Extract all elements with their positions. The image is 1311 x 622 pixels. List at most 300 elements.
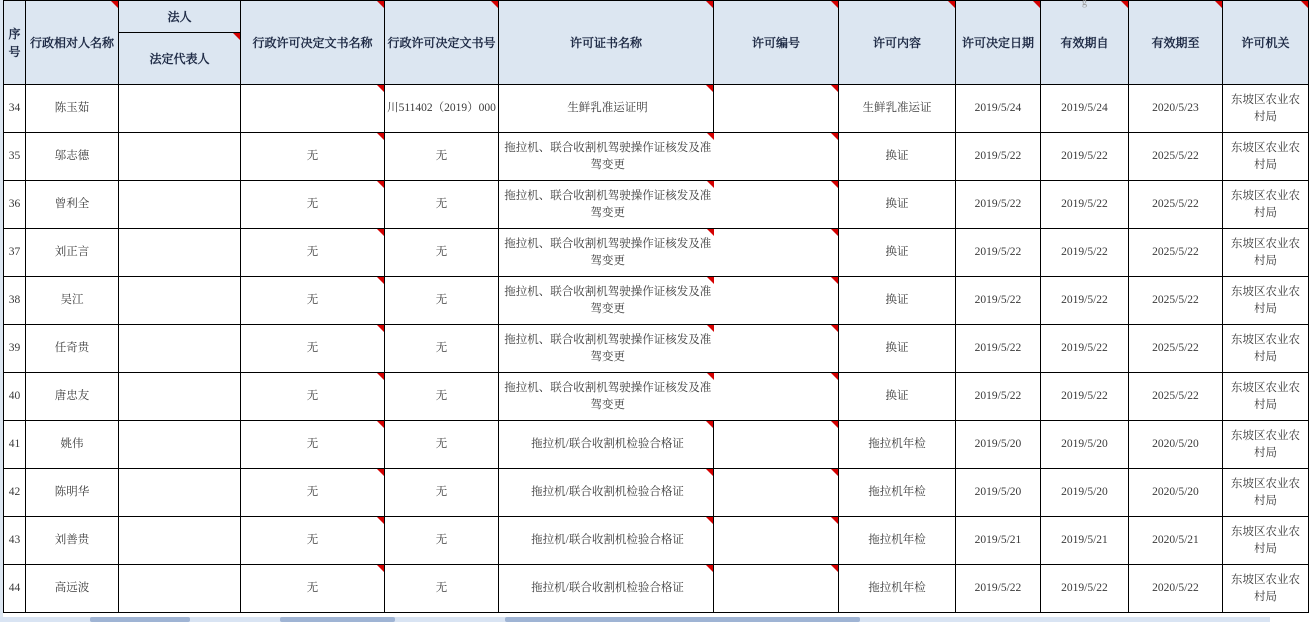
comment-indicator-icon — [491, 1, 498, 8]
comment-indicator-icon — [831, 469, 838, 476]
cell-name-text: 姚伟 — [60, 438, 84, 451]
cell-doc-name-text: 无 — [306, 582, 319, 595]
cell-doc-no-text: 无 — [435, 294, 448, 307]
header-valid-to-label: 有效期至 — [1151, 35, 1200, 50]
cell-legal-representative[interactable] — [119, 373, 241, 421]
cell-name[interactable] — [26, 565, 119, 613]
cell-authority[interactable] — [1223, 325, 1309, 373]
cell-decision-date[interactable] — [956, 229, 1041, 277]
cell-doc-name-text: 无 — [306, 534, 319, 547]
cell-valid-to-text: 2020/5/21 — [1152, 534, 1199, 547]
cell-valid-to[interactable] — [1129, 133, 1223, 181]
cell-cert-name[interactable] — [499, 373, 714, 421]
cell-cert-name[interactable] — [499, 229, 714, 277]
table-row — [4, 181, 1309, 229]
table-row — [4, 133, 1309, 181]
cell-permit-no[interactable] — [714, 421, 839, 469]
comment-indicator-icon — [233, 33, 240, 40]
cell-valid-from[interactable] — [1041, 277, 1129, 325]
cell-valid-to[interactable] — [1129, 277, 1223, 325]
cell-authority[interactable] — [1223, 421, 1309, 469]
cell-decision-date[interactable] — [956, 565, 1041, 613]
cell-authority[interactable] — [1223, 517, 1309, 565]
cell-doc-no-text: 无 — [435, 438, 448, 451]
cell-content[interactable] — [839, 85, 956, 133]
cell-name[interactable] — [26, 517, 119, 565]
comment-indicator-icon — [377, 373, 384, 380]
cell-decision-date-text: 2019/5/21 — [974, 534, 1022, 547]
comment-indicator-icon — [706, 469, 713, 476]
cell-doc-no[interactable] — [385, 325, 499, 373]
cell-name-text: 刘正言 — [54, 246, 90, 259]
cell-valid-to[interactable] — [1129, 373, 1223, 421]
table-header — [4, 1, 1309, 85]
comment-indicator-icon — [831, 373, 838, 380]
comment-indicator-icon — [707, 373, 714, 380]
cell-name-text: 唐忠友 — [54, 390, 90, 403]
cell-seq-text: 44 — [8, 582, 21, 595]
comment-indicator-icon — [706, 85, 713, 92]
cell-name-text: 陈玉茹 — [54, 102, 90, 115]
comment-indicator-icon — [831, 133, 838, 140]
comment-indicator-icon — [831, 229, 838, 236]
cell-decision-date[interactable] — [956, 133, 1041, 181]
cell-seq-text: 42 — [8, 486, 21, 499]
cell-content[interactable] — [839, 373, 956, 421]
comment-indicator-icon — [1301, 1, 1308, 8]
cell-seq-text: 36 — [8, 198, 21, 211]
cell-authority-text: 东坡区农业农村局 — [1231, 141, 1300, 171]
comment-indicator-icon — [1215, 1, 1222, 8]
cell-name[interactable] — [26, 181, 119, 229]
header-cert-name-label: 许可证书名称 — [569, 35, 642, 50]
header-valid-to[interactable] — [1129, 1, 1223, 85]
cell-valid-to-text: 2020/5/22 — [1152, 582, 1199, 595]
cell-cert-name[interactable] — [499, 85, 714, 133]
cell-doc-no[interactable] — [385, 373, 499, 421]
clipped-cell-block — [505, 617, 860, 622]
cell-authority-text: 东坡区农业农村局 — [1231, 573, 1300, 603]
cell-legal-representative[interactable] — [119, 517, 241, 565]
cell-valid-from[interactable] — [1041, 421, 1129, 469]
comment-indicator-icon — [706, 565, 713, 572]
cell-valid-from[interactable] — [1041, 565, 1129, 613]
comment-indicator-icon — [707, 325, 714, 332]
cell-valid-from-text: 2019/5/22 — [1061, 246, 1108, 259]
cell-seq[interactable] — [4, 373, 26, 421]
cell-doc-name[interactable] — [241, 565, 385, 613]
cell-content[interactable] — [839, 133, 956, 181]
cell-valid-to-text: 2025/5/22 — [1152, 150, 1199, 163]
table-row — [4, 277, 1309, 325]
cell-decision-date-text: 2019/5/22 — [974, 390, 1022, 403]
header-valid-from[interactable] — [1041, 1, 1129, 85]
cell-valid-from-text: 2019/5/20 — [1061, 438, 1108, 451]
cell-content[interactable] — [839, 565, 956, 613]
cell-content-text: 换证 — [885, 246, 909, 259]
cell-name[interactable] — [26, 133, 119, 181]
header-row-top — [4, 1, 1309, 33]
cell-legal-representative[interactable] — [119, 277, 241, 325]
cell-doc-no[interactable] — [385, 85, 499, 133]
cell-valid-to-text: 2020/5/20 — [1152, 486, 1199, 499]
cell-content[interactable] — [839, 181, 956, 229]
table-row — [4, 325, 1309, 373]
cell-name[interactable] — [26, 325, 119, 373]
cell-doc-no-text: 无 — [435, 342, 448, 355]
cell-authority[interactable] — [1223, 565, 1309, 613]
cell-decision-date-text: 2019/5/22 — [974, 342, 1022, 355]
cell-authority[interactable] — [1223, 85, 1309, 133]
cell-permit-no[interactable] — [714, 277, 839, 325]
cell-name[interactable] — [26, 277, 119, 325]
comment-indicator-icon — [831, 1, 838, 8]
cell-permit-no[interactable] — [714, 373, 839, 421]
cell-permit-no[interactable] — [714, 325, 839, 373]
cell-valid-from[interactable] — [1041, 85, 1129, 133]
header-doc-name[interactable] — [241, 1, 385, 85]
cell-doc-no-text: 无 — [435, 486, 448, 499]
cell-permit-no[interactable] — [714, 133, 839, 181]
cell-content-text: 拖拉机年检 — [868, 582, 926, 595]
cell-name-text: 高远波 — [54, 582, 90, 595]
cell-name[interactable] — [26, 469, 119, 517]
cell-seq[interactable] — [4, 277, 26, 325]
cell-doc-no[interactable] — [385, 421, 499, 469]
cell-cert-name-text: 拖拉机、联合收割机驾驶操作证核发及准驾变更 — [504, 189, 712, 219]
cell-valid-from-text: 2019/5/22 — [1061, 198, 1108, 211]
cell-authority-text: 东坡区农业农村局 — [1231, 525, 1300, 555]
cell-valid-from-text: 2019/5/22 — [1061, 390, 1108, 403]
cell-doc-no-text: 无 — [435, 390, 448, 403]
cell-decision-date[interactable] — [956, 469, 1041, 517]
cell-valid-from[interactable] — [1041, 469, 1129, 517]
cell-decision-date-text: 2019/5/22 — [974, 294, 1022, 307]
cell-permit-no[interactable] — [714, 565, 839, 613]
cell-authority[interactable] — [1223, 277, 1309, 325]
cell-seq[interactable] — [4, 181, 26, 229]
table-row — [4, 373, 1309, 421]
comment-indicator-icon — [111, 1, 118, 8]
comment-indicator-icon — [831, 277, 838, 284]
cell-cert-name-text: 拖拉机、联合收割机驾驶操作证核发及准驾变更 — [504, 381, 712, 411]
header-legal-person[interactable]: 法人 — [119, 1, 241, 33]
cell-authority[interactable] — [1223, 373, 1309, 421]
cell-decision-date[interactable] — [956, 373, 1041, 421]
cell-seq-text: 34 — [8, 102, 21, 115]
comment-indicator-icon — [377, 565, 384, 572]
cell-permit-no[interactable] — [714, 85, 839, 133]
cell-legal-representative[interactable] — [119, 85, 241, 133]
cell-doc-name[interactable] — [241, 469, 385, 517]
header-doc-no[interactable] — [385, 1, 499, 85]
cell-content-text: 换证 — [885, 390, 909, 403]
cell-valid-to-text: 2020/5/20 — [1152, 438, 1199, 451]
cell-name-text: 陈明华 — [54, 486, 90, 499]
header-legal-representative[interactable] — [119, 33, 241, 85]
cell-authority[interactable] — [1223, 181, 1309, 229]
cell-valid-from-text: 2019/5/22 — [1061, 342, 1108, 355]
cell-legal-representative[interactable] — [119, 565, 241, 613]
cell-decision-date[interactable] — [956, 277, 1041, 325]
cell-doc-no[interactable] — [385, 181, 499, 229]
cell-decision-date-text: 2019/5/22 — [974, 198, 1022, 211]
cell-legal-representative[interactable] — [119, 325, 241, 373]
table-row — [4, 85, 1309, 133]
comment-indicator-icon — [377, 277, 384, 284]
cell-doc-name[interactable] — [241, 277, 385, 325]
cell-seq-text: 40 — [8, 390, 21, 403]
cell-valid-from[interactable] — [1041, 325, 1129, 373]
cell-seq-text: 38 — [8, 294, 21, 307]
cell-content-text: 生鲜乳准运证 — [862, 102, 932, 115]
cell-seq[interactable] — [4, 517, 26, 565]
cell-valid-to[interactable] — [1129, 229, 1223, 277]
header-decision-date-label: 许可决定日期 — [961, 35, 1034, 50]
cell-permit-no[interactable] — [714, 229, 839, 277]
cell-seq-text: 37 — [8, 246, 21, 259]
cell-cert-name-text: 生鲜乳准运证明 — [567, 102, 648, 115]
cell-valid-to[interactable] — [1129, 85, 1223, 133]
cell-valid-from-text: 2019/5/24 — [1061, 102, 1108, 115]
cell-doc-no-text: 无 — [435, 246, 448, 259]
header-doc-name-label: 行政许可决定文书名称 — [252, 35, 373, 50]
cell-content-text: 拖拉机年检 — [868, 486, 926, 499]
cell-cert-name[interactable] — [499, 181, 714, 229]
header-permit-no-label: 许可编号 — [751, 35, 800, 50]
header-legal-representative-label: 法定代表人 — [149, 51, 210, 66]
cell-name-text: 刘善贵 — [54, 534, 90, 547]
comment-indicator-icon — [707, 181, 714, 188]
table-row — [4, 421, 1309, 469]
cell-valid-to[interactable] — [1129, 565, 1223, 613]
header-authority[interactable] — [1223, 1, 1309, 85]
cell-doc-name[interactable] — [241, 517, 385, 565]
cell-valid-from-text: 2019/5/20 — [1061, 486, 1108, 499]
cell-legal-representative[interactable] — [119, 229, 241, 277]
cell-cert-name-text: 拖拉机/联合收割机检验合格证 — [531, 534, 684, 547]
cell-authority-text: 东坡区农业农村局 — [1231, 477, 1300, 507]
comment-indicator-icon — [707, 133, 714, 140]
cell-valid-to[interactable] — [1129, 421, 1223, 469]
header-content[interactable] — [839, 1, 956, 85]
cell-doc-name[interactable] — [241, 229, 385, 277]
cell-valid-from[interactable] — [1041, 229, 1129, 277]
cell-valid-from[interactable] — [1041, 373, 1129, 421]
cell-cert-name-text: 拖拉机/联合收割机检验合格证 — [531, 582, 684, 595]
cell-decision-date-text: 2019/5/20 — [974, 486, 1022, 499]
cell-seq[interactable] — [4, 421, 26, 469]
cell-cert-name[interactable] — [499, 565, 714, 613]
cell-decision-date-text: 2019/5/24 — [974, 102, 1022, 115]
comment-indicator-icon — [831, 85, 838, 92]
cell-content[interactable] — [839, 517, 956, 565]
cell-authority-text: 东坡区农业农村局 — [1231, 189, 1300, 219]
cell-doc-no[interactable] — [385, 277, 499, 325]
cell-doc-no[interactable] — [385, 229, 499, 277]
cell-name[interactable] — [26, 229, 119, 277]
cell-decision-date-text: 2019/5/20 — [974, 438, 1022, 451]
cell-decision-date[interactable] — [956, 181, 1041, 229]
cell-decision-date[interactable] — [956, 325, 1041, 373]
comment-indicator-icon — [377, 517, 384, 524]
header-decision-date[interactable] — [956, 1, 1041, 85]
cell-seq-text: 35 — [8, 150, 21, 163]
cell-valid-from-text: 2019/5/21 — [1061, 534, 1108, 547]
comment-indicator-icon — [706, 517, 713, 524]
comment-indicator-icon — [377, 325, 384, 332]
cell-cert-name[interactable] — [499, 517, 714, 565]
cell-seq[interactable] — [4, 469, 26, 517]
cell-valid-to-text: 2025/5/22 — [1152, 294, 1199, 307]
cell-doc-name[interactable] — [241, 421, 385, 469]
header-cert-name[interactable] — [499, 1, 714, 85]
cell-valid-to[interactable] — [1129, 517, 1223, 565]
comment-indicator-icon — [377, 85, 384, 92]
cell-decision-date[interactable] — [956, 85, 1041, 133]
comment-indicator-icon — [948, 1, 955, 8]
cell-cert-name-text: 拖拉机、联合收割机驾驶操作证核发及准驾变更 — [504, 141, 712, 171]
cell-cert-name[interactable] — [499, 277, 714, 325]
cell-legal-representative[interactable] — [119, 181, 241, 229]
cell-seq[interactable] — [4, 133, 26, 181]
comment-indicator-icon — [706, 1, 713, 8]
cell-content[interactable] — [839, 469, 956, 517]
cell-content[interactable] — [839, 325, 956, 373]
header-permit-no[interactable] — [714, 1, 839, 85]
cell-doc-no-text: 无 — [435, 582, 448, 595]
cell-doc-name[interactable] — [241, 373, 385, 421]
cell-doc-name[interactable] — [241, 133, 385, 181]
header-valid-from-label: 有效期自 — [1060, 35, 1109, 50]
cell-doc-no-text: 无 — [435, 534, 448, 547]
cell-seq[interactable] — [4, 229, 26, 277]
cell-doc-name[interactable] — [241, 325, 385, 373]
cell-authority-text: 东坡区农业农村局 — [1231, 381, 1300, 411]
cell-content[interactable] — [839, 277, 956, 325]
cell-content-text: 换证 — [885, 198, 909, 211]
comment-indicator-icon — [377, 181, 384, 188]
cell-valid-to-text: 2025/5/22 — [1152, 246, 1199, 259]
cell-decision-date-text: 2019/5/22 — [974, 150, 1022, 163]
comment-indicator-icon — [831, 517, 838, 524]
cell-legal-representative[interactable] — [119, 421, 241, 469]
cell-doc-name-text: 无 — [306, 246, 319, 259]
cell-valid-to[interactable] — [1129, 181, 1223, 229]
comment-indicator-icon — [377, 469, 384, 476]
table-body — [4, 85, 1309, 613]
cell-content-text: 换证 — [885, 342, 909, 355]
cell-seq[interactable] — [4, 565, 26, 613]
cell-decision-date[interactable] — [956, 517, 1041, 565]
cell-decision-date[interactable] — [956, 421, 1041, 469]
cell-decision-date-text: 2019/5/22 — [974, 582, 1022, 595]
cell-authority-text: 东坡区农业农村局 — [1231, 285, 1300, 315]
cell-seq-text: 39 — [8, 342, 21, 355]
cell-permit-no[interactable] — [714, 469, 839, 517]
cell-content[interactable] — [839, 229, 956, 277]
cell-cert-name[interactable] — [499, 421, 714, 469]
comment-indicator-icon — [377, 421, 384, 428]
cell-name[interactable] — [26, 421, 119, 469]
cell-doc-name[interactable] — [241, 181, 385, 229]
table-row — [4, 229, 1309, 277]
comment-indicator-icon — [831, 325, 838, 332]
cell-valid-from[interactable] — [1041, 181, 1129, 229]
cell-name-text: 任奇贵 — [54, 342, 90, 355]
cell-cert-name-text: 拖拉机/联合收割机检验合格证 — [531, 486, 684, 499]
cell-doc-name-text: 无 — [306, 390, 319, 403]
cell-content-text: 换证 — [885, 150, 909, 163]
comment-indicator-icon — [1033, 1, 1040, 8]
cell-permit-no[interactable] — [714, 517, 839, 565]
cell-content[interactable] — [839, 421, 956, 469]
cell-authority-text: 东坡区农业农村局 — [1231, 237, 1300, 267]
clipped-cell-block — [90, 617, 190, 622]
cell-content-text: 拖拉机年检 — [868, 534, 926, 547]
comment-indicator-icon — [707, 229, 714, 236]
header-doc-no-label: 行政许可决定文书号 — [387, 35, 496, 50]
cell-authority[interactable] — [1223, 469, 1309, 517]
cell-doc-name-text: 无 — [306, 294, 319, 307]
cell-cert-name[interactable] — [499, 133, 714, 181]
cell-doc-no[interactable] — [385, 469, 499, 517]
table-row — [4, 469, 1309, 517]
cell-doc-name-text: 无 — [306, 150, 319, 163]
cell-valid-to-text: 2025/5/22 — [1152, 198, 1199, 211]
comment-indicator-icon — [831, 421, 838, 428]
header-name[interactable] — [26, 1, 119, 85]
cell-doc-no[interactable] — [385, 133, 499, 181]
comment-indicator-icon — [377, 1, 384, 8]
cell-name-text: 吴江 — [60, 294, 84, 307]
cell-cert-name[interactable] — [499, 469, 714, 517]
cell-valid-to[interactable] — [1129, 469, 1223, 517]
cell-valid-to[interactable] — [1129, 325, 1223, 373]
cell-valid-from-text: 2019/5/22 — [1061, 150, 1108, 163]
cell-seq-text: 43 — [8, 534, 21, 547]
cell-valid-from[interactable] — [1041, 133, 1129, 181]
cell-valid-from-text: 2019/5/22 — [1061, 294, 1108, 307]
cell-valid-from[interactable] — [1041, 517, 1129, 565]
table-row — [4, 517, 1309, 565]
cell-valid-to-text: 2025/5/22 — [1152, 390, 1199, 403]
next-row-clipped-edge — [0, 617, 1311, 622]
cell-doc-name-text: 无 — [306, 342, 319, 355]
cell-doc-no[interactable] — [385, 565, 499, 613]
header-content-label: 许可内容 — [872, 35, 921, 50]
cell-seq[interactable] — [4, 325, 26, 373]
cell-legal-representative[interactable] — [119, 469, 241, 517]
cell-cert-name[interactable] — [499, 325, 714, 373]
cell-legal-representative[interactable] — [119, 133, 241, 181]
permit-table — [3, 0, 1309, 613]
cell-name[interactable] — [26, 373, 119, 421]
clipped-cell-block — [280, 617, 395, 622]
cell-authority[interactable] — [1223, 133, 1309, 181]
cell-doc-name[interactable] — [241, 85, 385, 133]
cell-cert-name-text: 拖拉机、联合收割机驾驶操作证核发及准驾变更 — [504, 285, 712, 315]
cell-decision-date-text: 2019/5/22 — [974, 246, 1022, 259]
cell-doc-no-text: 无 — [435, 150, 448, 163]
cell-permit-no[interactable] — [714, 181, 839, 229]
cell-seq[interactable] — [4, 85, 26, 133]
cell-name[interactable] — [26, 85, 119, 133]
cell-doc-no[interactable] — [385, 517, 499, 565]
comment-indicator-icon — [831, 181, 838, 188]
header-seq[interactable]: 序号 — [4, 1, 26, 85]
cell-authority[interactable] — [1223, 229, 1309, 277]
